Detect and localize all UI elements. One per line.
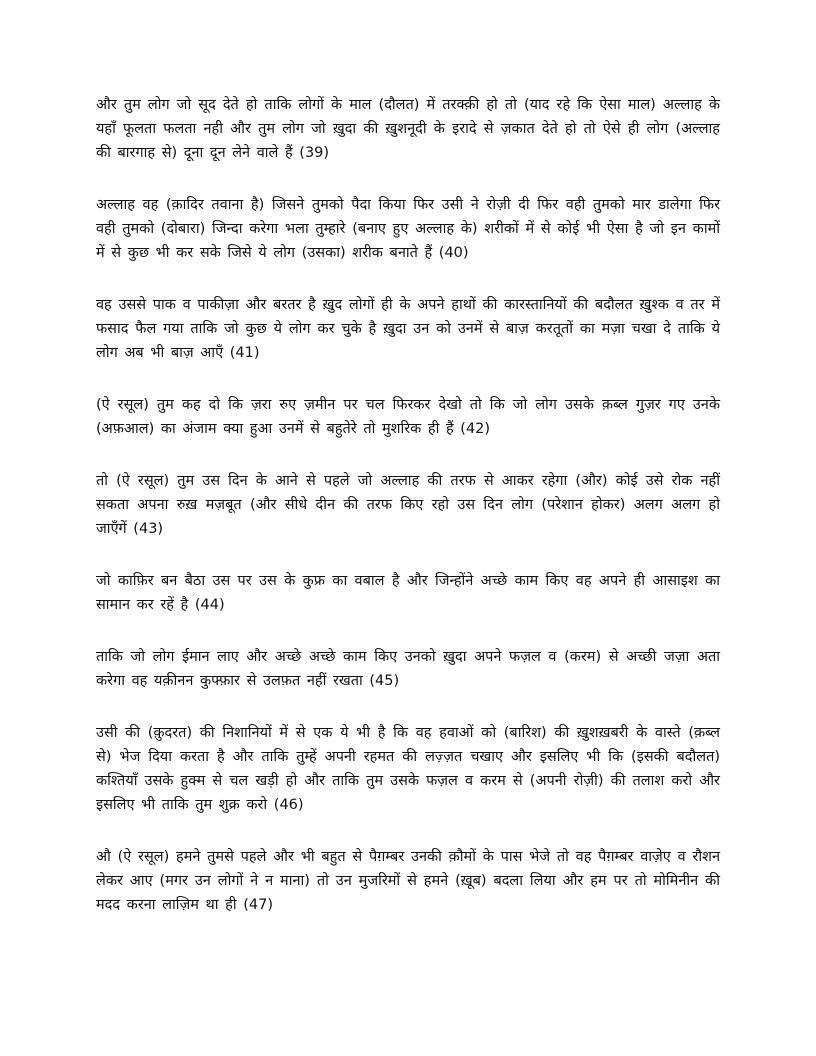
document-body (96, 93, 720, 945)
paragraph-verse-40: अल्लाह वह (क़ादिर तवाना है) जिसने तुमको पैदा किया फिर उसी ने रोज़ी दी फिर वही तुमको मार डालेगा फिर वही तुमको (दोबारा) जिन्दा करेगा भला तुम्हारे (बनाए हुए अल्लाह के) शरीकों में से कोई भी ऐसा है जो इन कामों में से कुछ भी कर सके जिसे ये लोग (उसका) शरीक बनाते हैं (40) (96, 197, 720, 261)
paragraph-verse-41: वह उससे पाक व पाकीज़ा और बरतर है ख़ुद लोगों ही के अपने हाथों की कारस्तानियों की बदौलत ख़ुश्क व तर में फसाद फैल गया ताकि जो कुछ ये लोग कर चुके है ख़ुदा उन को उनमें से बाज़ करतूतों का मज़ा चखा दे ताकि ये लोग अब भी बाज़ आएँ (41) (96, 297, 720, 361)
paragraph-verse-44: जो काफ़िर बन बैठा उस पर उस के कुफ्र का वबाल है और जिन्होंने अच्छे काम किए वह अपने ही आसाइश का सामान कर रहें है (44) (96, 573, 720, 613)
paragraph-verse-45: ताकि जो लोग ईमान लाए और अच्छे अच्छे काम किए उनको ख़ुदा अपने फज़ल व (करम) से अच्छी जज़ा अता करेगा वह यक़ीनन कुफ्फ़ार से उलफ़त नहीं रखता (45) (96, 649, 720, 689)
paragraph-verse-46: उसी की (क़ुदरत) की निशानियों में से एक ये भी है कि वह हवाओं को (बारिश) की ख़ुशख़बरी के वास्ते (क़ब्ल से) भेज दिया करता है और ताकि तुम्हें अपनी रहमत की लज़्ज़त चखाए और इसलिए भी कि (इसकी बदौलत) कश्तियाँ उसके हुक्म से चल खड़ी हो और ताकि तुम उसके फज़ल व करम से (अपनी रोज़ी) की तलाश करो और इसलिए भी ताकि तुम शुक्र करो (46) (96, 725, 720, 813)
paragraph-verse-39: और तुम लोग जो सूद देते हो ताकि लोगों के माल (दौलत) में तरक्क़ी हो तो (याद रहे कि ऐसा माल) अल्लाह के यहाँ फूलता फलता नही और तुम लोग जो ख़ुदा की ख़ुशनूदी के इरादे से ज़कात देते हो तो ऐसे ही लोग (अल्लाह की बारगाह से) दूना दून लेने वाले हैं (39) (96, 97, 720, 161)
paragraph-verse-42: (ऐ रसूल) तुम कह दो कि ज़रा रुए ज़मीन पर चल फिरकर देखो तो कि जो लोग उसके क़ब्ल गुज़र गए उनके (अफ़आल) का अंजाम क्या हुआ उनमें से बहुतेरे तो मुशरिक ही हैं (42) (96, 397, 720, 437)
paragraph-verse-47: औ (ऐ रसूल) हमने तुमसे पहले और भी बहुत से पैग़म्बर उनकी क़ौमों के पास भेजे तो वह पैग़म्बर वाज़ेए व रौशन लेकर आए (मगर उन लोगों ने न माना) तो उन मुजरिमों से हमने (ख़ूब) बदला लिया और हम पर तो मोमिनीन की मदद करना लाज़िम था ही (47) (96, 849, 720, 913)
paragraph-verse-43: तो (ऐ रसूल) तुम उस दिन के आने से पहले जो अल्लाह की तरफ से आकर रहेगा (और) कोई उसे रोक नहीं सकता अपना रुख़ मज़बूत (और सीधे दीन की तरफ किए रहो उस दिन लोग (परेशान होकर) अलग अलग हो जाएँगें (43) (96, 473, 720, 537)
